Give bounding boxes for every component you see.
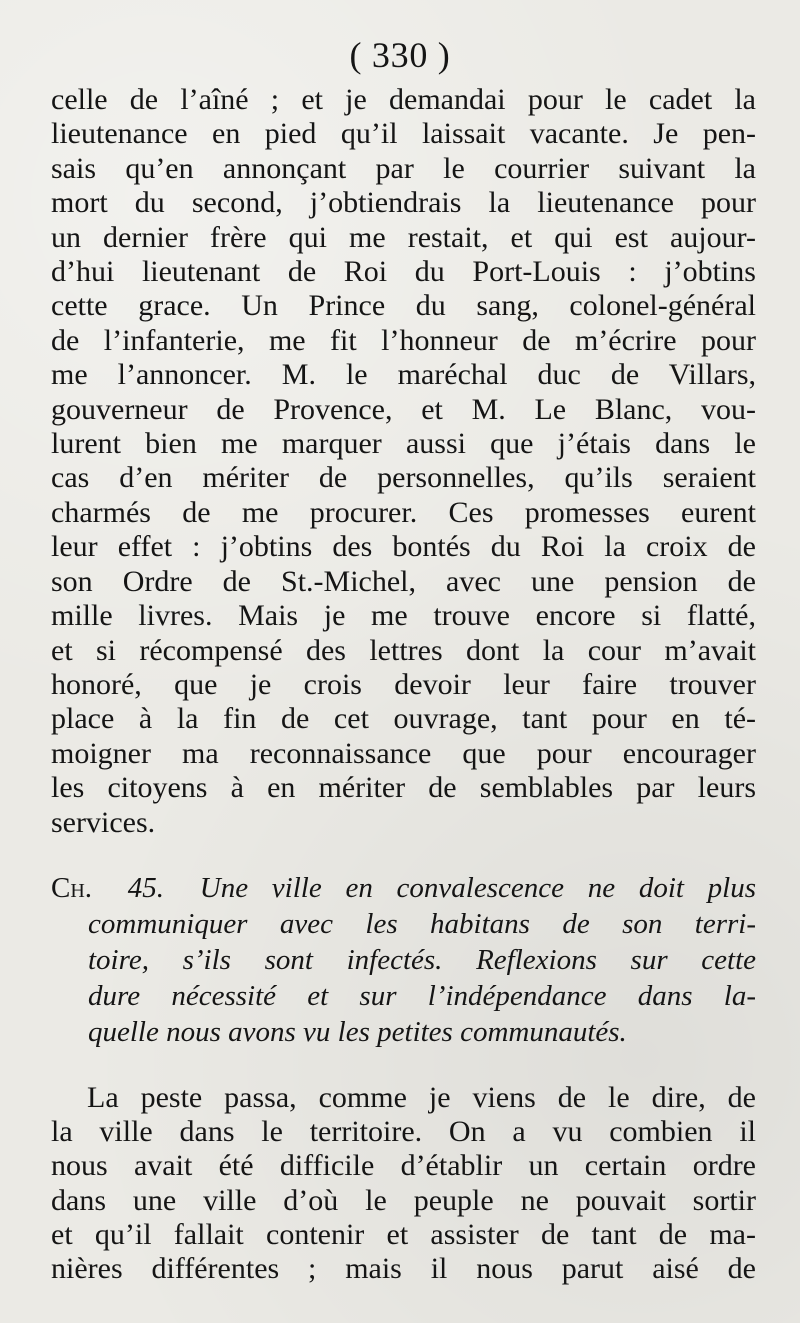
chapter-summary xyxy=(51,870,756,1050)
main-text-line-20: moigner ma reconnaissance que pour encourager xyxy=(51,736,756,770)
chapter-number: 45. xyxy=(127,872,165,904)
chapter-summary-line-2: communiquer avec les habitans de son terri- xyxy=(88,908,756,941)
chapter-summary-line-5: quelle nous avons vu les petites communautés. xyxy=(88,1016,627,1049)
main-paragraph xyxy=(51,83,756,840)
main-text-line-18: honoré, que je crois devoir leur faire trouver xyxy=(51,667,756,701)
main-text-line-22: services. xyxy=(51,805,156,839)
main-text-line-1: celle de l’aîné ; et je demandai pour le cadet la xyxy=(51,83,756,116)
main-text-line-10: gouverneur de Provence, et M. Le Blanc, vou- xyxy=(51,392,756,426)
main-text-line-12: cas d’en mériter de personnelles, qu’ils seraient xyxy=(51,461,756,495)
main-text-line-8: de l’infanterie, me fit l’honneur de m’écrire pour xyxy=(51,323,756,357)
main-text-line-14: leur effet : j’obtins des bontés du Roi la croix de xyxy=(51,530,756,564)
page-number: ( 330 ) xyxy=(349,35,451,75)
main-text-line-17: et si récompensé des lettres dont la cour m’avait xyxy=(51,633,756,667)
closing-text-line-2: la ville dans le territoire. On a vu combien il xyxy=(51,1115,756,1149)
main-text-line-9: me l’annoncer. M. le maréchal duc de Villars, xyxy=(51,358,756,392)
closing-text-line-5: et qu’il fallait contenir et assister de tant de ma- xyxy=(51,1217,756,1251)
main-text-line-15: son Ordre de St.-Michel, avec une pension de xyxy=(51,564,756,598)
chapter-summary-line-3: toire, s’ils sont infectés. Reflexions sur cette xyxy=(88,944,756,977)
main-text-line-7: cette grace. Un Prince du sang, colonel-général xyxy=(51,289,756,323)
main-text-line-2: lieutenance en pied qu’il laissait vacante. Je pen- xyxy=(51,117,756,151)
closing-paragraph xyxy=(51,1081,756,1286)
main-text-line-21: les citoyens à en mériter de semblables par leurs xyxy=(51,771,756,805)
main-text-line-6: d’hui lieutenant de Roi du Port-Louis : j’obtins xyxy=(51,255,756,289)
closing-text-line-4: dans une ville d’où le peuple ne pouvait sortir xyxy=(51,1183,756,1217)
main-text-line-4: mort du second, j’obtiendrais la lieutenance pour xyxy=(51,186,756,220)
chapter-summary-line-4: dure nécessité et sur l’indépendance dans la- xyxy=(88,980,756,1013)
main-text-line-11: lurent bien me marquer aussi que j’étais dans le xyxy=(51,427,756,461)
closing-text-line-1: La peste passa, comme je viens de le dire, de xyxy=(87,1081,756,1114)
chapter-label: Ch. xyxy=(51,872,93,904)
chapter-summary-line-1: Une ville en convalescence ne doit plus xyxy=(199,872,757,904)
main-text-line-16: mille livres. Mais je me trouve encore si flatté, xyxy=(51,599,756,633)
closing-text-line-3: nous avait été difficile d’établir un certain ordre xyxy=(51,1149,756,1183)
chapter-heading-line xyxy=(51,870,756,906)
closing-text-line-6: nières différentes ; mais il nous parut aisé de xyxy=(51,1252,756,1286)
main-text-line-5: un dernier frère qui me restait, et qui est aujour- xyxy=(51,220,756,254)
main-text-line-13: charmés de me procurer. Ces promesses eurent xyxy=(51,495,756,529)
main-text-line-3: sais qu’en annonçant par le courrier suivant la xyxy=(51,151,756,185)
main-text-line-19: place à la fin de cet ouvrage, tant pour en té- xyxy=(51,702,756,736)
